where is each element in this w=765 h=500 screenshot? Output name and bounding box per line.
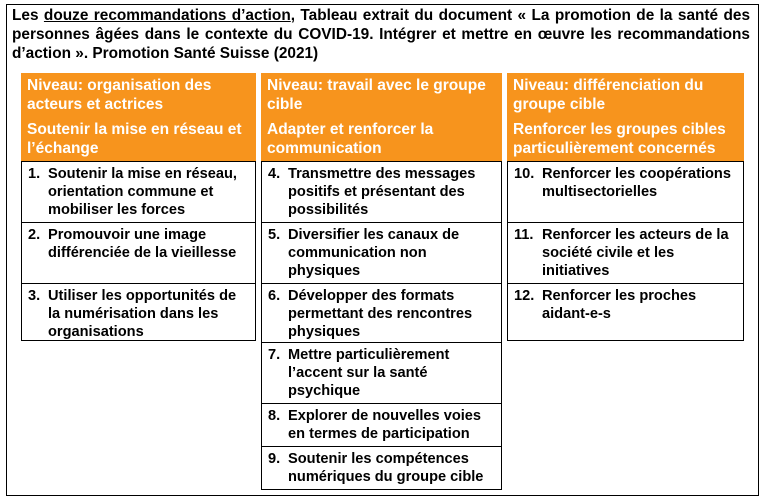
recommendation-card [261,403,502,447]
item-text: Renforcer les acteurs de la société civile et les initiatives [542,227,729,279]
level-title: Niveau: différenciation du groupe cible [513,77,704,113]
recommendation-card [261,161,502,223]
item-number: 7. [268,347,281,363]
item-text: Soutenir la mise en réseau, orientation commune et mobiliser les forces [48,166,237,218]
objective-title: Adapter et renforcer la communication [267,121,434,157]
item-number: 12. [514,288,535,304]
item-number: 6. [268,288,281,304]
recommendation-card [21,283,256,341]
recommendation-card [21,161,256,223]
recommendation-card [261,446,502,490]
item-text: Promouvoir une image différenciée de la vieillesse [48,227,237,261]
item-text: Renforcer les coopérations multisectorielles [542,166,731,200]
item-text: Soutenir les compétences numériques du groupe cible [288,451,484,485]
item-text: Renforcer les proches aidant-e-s [542,288,697,322]
item-number: 2. [28,227,41,243]
recommendation-card [261,342,502,404]
item-text: Mettre particulièrement l’accent sur la santé psychique [288,347,450,399]
level-title: Niveau: organisation des acteurs et actrices [27,77,212,113]
header-col-3 [507,73,744,161]
recommendation-card [261,222,502,284]
caption-rest: , Tableau extrait du document « La promotion de la santé des personnes âgées dans le contexte du COVID-19. Intégrer et mettre en œuvre les recommandations d’action ». Promotion Santé Suisse (2021) [12,7,751,62]
item-number: 3. [28,288,41,304]
recommendation-card [261,283,502,343]
item-text: Diversifier les canaux de communication non physiques [288,227,460,279]
figure-caption [12,6,750,63]
caption-lead: Les [12,7,44,24]
item-number: 1. [28,166,41,182]
objective-title: Renforcer les groupes cibles particulièrement concernés [513,121,726,157]
item-text: Développer des formats permettant des rencontres physiques [288,288,473,340]
objective-title: Soutenir la mise en réseau et l’échange [27,121,242,157]
item-number: 4. [268,166,281,182]
recommendation-card [21,222,256,284]
item-text: Utiliser les opportunités de la numérisation dans les organisations [48,288,237,340]
item-number: 9. [268,451,281,467]
item-number: 10. [514,166,535,182]
header-col-1 [21,73,256,161]
item-number: 11. [514,227,534,243]
header-col-2 [261,73,502,161]
item-text: Explorer de nouvelles voies en termes de participation [288,408,482,442]
recommendation-card [507,161,744,223]
level-title: Niveau: travail avec le groupe cible [267,77,486,113]
item-number: 8. [268,408,281,424]
item-text: Transmettre des messages positifs et présentant des possibilités [288,166,476,218]
recommendation-card [507,222,744,284]
recommendation-card [507,283,744,341]
item-number: 5. [268,227,281,243]
caption-underlined: douze recommandations d’action [43,7,291,24]
